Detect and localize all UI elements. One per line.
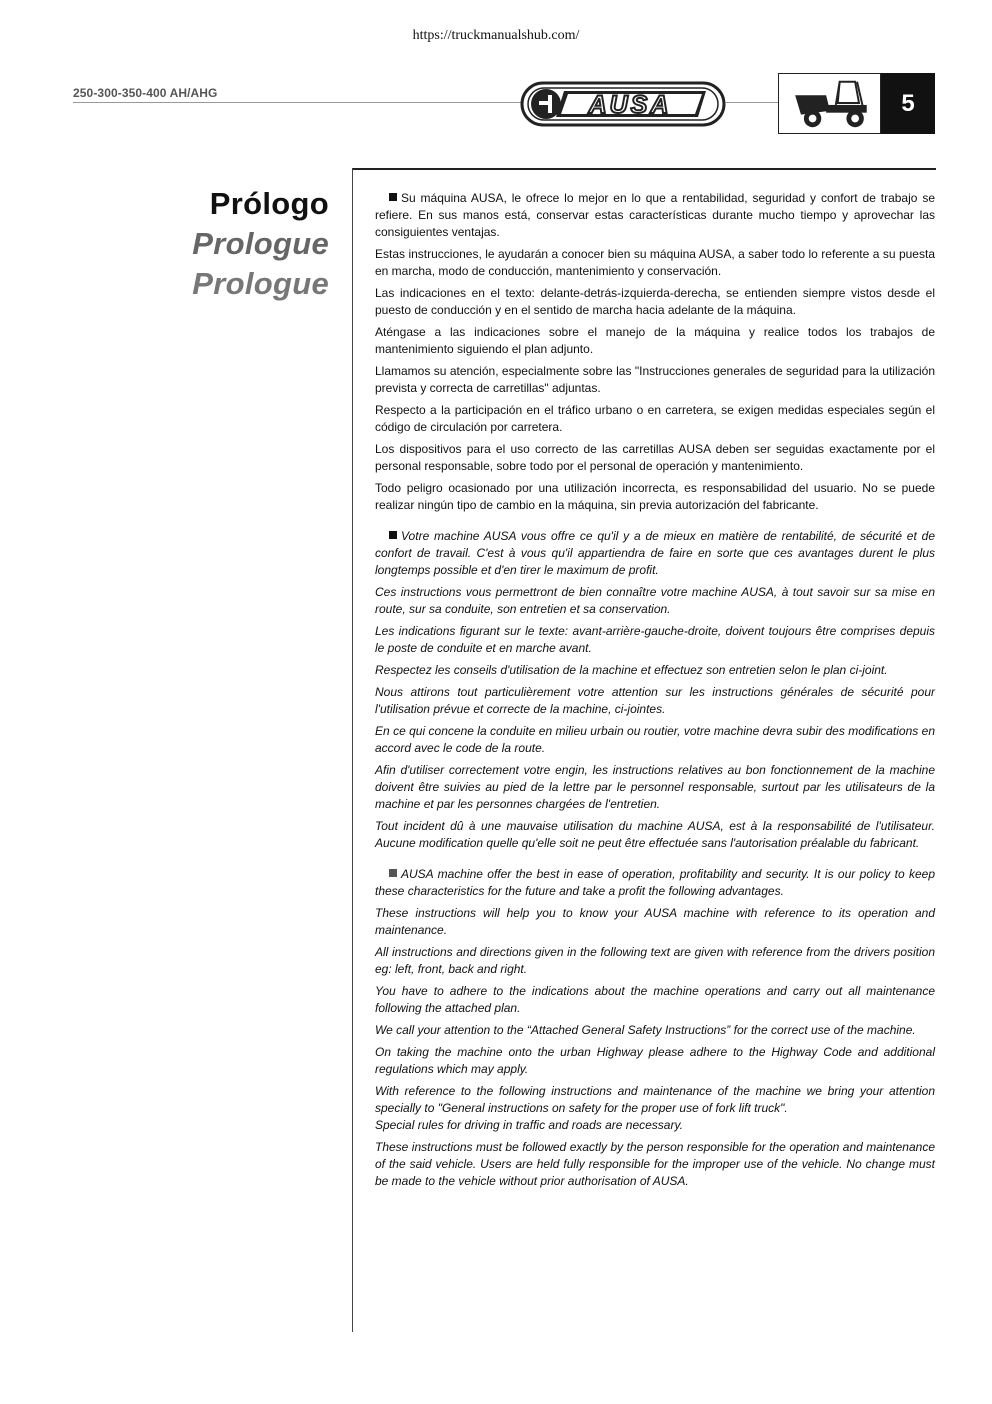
paragraph: On taking the machine onto the urban Highway please adhere to the Highway Code and additional regulations which may apply. xyxy=(375,1045,935,1076)
title-spanish: Prólogo xyxy=(209,186,329,221)
ausa-logo xyxy=(520,80,726,128)
prologue-body xyxy=(375,190,935,1204)
paragraph: En ce qui concene la conduite en milieu urbain ou routier, votre machine devra subir des modifications en accord avec le code de la route. xyxy=(375,724,935,755)
paragraph: All instructions and directions given in the following text are given with reference from the drivers position eg: left, front, back and right. xyxy=(375,945,935,976)
paragraph: With reference to the following instructions and maintenance of the machine we bring your attention specially to "General instructions on safety for the proper use of fork lift truck". xyxy=(375,1084,935,1115)
paragraph: Ces instructions vous permettront de bien connaître votre machine AUSA, à tout savoir sur sa mise en route, sur sa conduite, son entretien et sa conservation. xyxy=(375,585,935,616)
paragraph: Su máquina AUSA, le ofrece lo mejor en lo que a rentabilidad, seguridad y confort de trabajo se refiere. En sus manos está, conservar estas características durante mucho tiempo y aprovechar las consiguientes ventajas. xyxy=(375,191,935,239)
ausa-logo-text: AUSA xyxy=(588,91,672,119)
paragraph: Respecto a la participación en el tráfico urbano o en carretera, se exigen medidas especiales según el código de circulación por carretera. xyxy=(375,403,935,434)
paragraph: These instructions must be followed exactly by the person responsible for the operation and maintenance of the said vehicle. Users are held fully responsible for the improper use of the vehicle. No change must be made to the vehicle without prior authorisation of AUSA. xyxy=(375,1140,935,1188)
section-spanish xyxy=(375,190,935,514)
dumper-icon-box xyxy=(778,73,881,134)
paragraph: Respectez les conseils d'utilisation de la machine et effectuez son entretien selon le plan ci-joint. xyxy=(375,663,888,677)
title-french: Prologue xyxy=(192,226,329,261)
paragraph: Tout incident dû à une mauvaise utilisation du machine AUSA, est à la responsabilité de l'utilisateur. Aucune modification quelle qu'elle soit ne peut être effectuée sans l'autorisation préalable du fabricant. xyxy=(375,819,935,850)
source-url: https://truckmanualshub.com/ xyxy=(412,28,580,43)
page-number: 5 xyxy=(881,73,935,134)
paragraph: We call your attention to the “Attached General Safety Instructions” for the correct use of the machine. xyxy=(375,1023,916,1037)
bullet-square-icon xyxy=(389,869,397,877)
paragraph: AUSA machine offer the best in ease of operation, profitability and security. It is our policy to keep these characteristics for the future and take a profit the following advantages. xyxy=(375,867,935,898)
title-english: Prologue xyxy=(192,266,329,301)
paragraph: Los dispositivos para el uso correcto de las carretillas AUSA deben ser seguidas exactamente por el personal responsable, sobre todo por el personal de operación y mantenimiento. xyxy=(375,442,935,473)
paragraph: Llamamos su atención, especialmente sobre las "Instrucciones generales de seguridad para la utilización prevista y correcta de carretillas" adjuntas. xyxy=(375,364,935,395)
paragraph: Aténgase a las indicaciones sobre el manejo de la máquina y realice todos los trabajos de mantenimiento siguiendo el plan adjunto. xyxy=(375,325,935,356)
header-rule-left xyxy=(73,102,523,103)
model-number: 250-300-350-400 AH/AHG xyxy=(73,86,218,100)
bullet-square-icon xyxy=(389,531,397,539)
paragraph: You have to adhere to the indications about the machine operations and carry out all maintenance following the attached plan. xyxy=(375,984,935,1015)
section-french xyxy=(375,528,935,852)
paragraph: Nous attirons tout particulièrement votre attention sur les instructions générales de sécurité pour l'utilisation prévue et correcte de la machine, ci-jointes. xyxy=(375,685,935,716)
paragraph: Les indications figurant sur le texte: avant-arrière-gauche-droite, doivent toujours être comprises depuis le poste de conduite et en marche avant. xyxy=(375,624,935,655)
content-top-rule xyxy=(352,168,936,170)
paragraph: Todo peligro ocasionado por una utilización incorrecta, es responsabilidad del usuario. No se puede realizar ningún tipo de cambio en la máquina, sin previa autorización del fabricante. xyxy=(375,481,935,512)
paragraph: Las indicaciones en el texto: delante-detrás-izquierda-derecha, se entienden siempre vistos desde el puesto de conducción y en el sentido de marcha hacia adelante de la máquina. xyxy=(375,286,935,317)
section-english xyxy=(375,866,935,1190)
bullet-square-icon xyxy=(389,193,397,201)
dumper-vehicle-icon xyxy=(779,74,880,133)
paragraph: Special rules for driving in traffic and roads are necessary. xyxy=(375,1118,683,1132)
paragraph: Votre machine AUSA vous offre ce qu'il y a de mieux en matière de rentabilité, de sécurité et de confort de travail. C'est à vous qu'il appartiendra de faire en sorte que ces avantages durent le plus longtemps possible et d'en tirer le maximum de profit. xyxy=(375,529,935,577)
header-rule-right xyxy=(726,102,778,103)
paragraph: These instructions will help you to know your AUSA machine with reference to its operation and maintenance. xyxy=(375,906,935,937)
paragraph: Afin d'utiliser correctement votre engin, les instructions relatives au bon fonctionnement de la machine doivent être suivies au pied de la lettre par le personnel responsable, surtout par les utilisateurs de la machine et par les personnes chargées de l'entretien. xyxy=(375,763,935,811)
column-divider xyxy=(352,168,353,1332)
paragraph: Estas instrucciones, le ayudarán a conocer bien su máquina AUSA, a saber todo lo referente a su puesta en marcha, modo de conducción, mantenimiento y conservación. xyxy=(375,247,935,278)
